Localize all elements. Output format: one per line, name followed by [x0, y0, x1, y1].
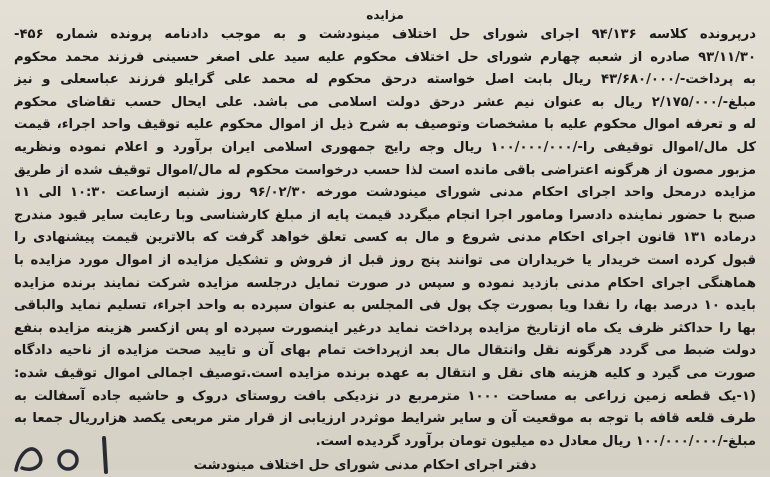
notice-line: مبلغ-/۱۰۰/۰۰۰/۰۰۰ ریال معادل ده میلیون تومان برآورد گردیده است.: [315, 433, 756, 449]
notice-line: درماده ۱۳۱ قانون اجرای احکام مدنی شروع و مال به کسی تعلق خواهد گرفت که بالاترین قیمت پیشنهادی را: [14, 230, 756, 246]
notice-title: مزایده: [366, 8, 404, 22]
notice-line: درپرونده کلاسه ۹۴/۱۳۶ اجرای شورای حل اختلاف مینودشت و به موجب دادنامه پرونده شماره ۴۵۶-: [14, 27, 756, 42]
notice-line: طرف قلعه قافه با توجه به موقعیت آن و سایر شرایط موثردر ارزیابی از قرار متر مربعی یکصد هزارریال جمعا به: [14, 411, 756, 427]
notice-line: صبح با حضور نماینده دادسرا ومامور اجرا انجام میگردد قیمت پایه از مبلغ کارشناسی وبا رعایت سایر قیود مندرج: [14, 207, 756, 223]
notice-line: کل مال/اموال توقیفی را-/۱۰۰/۰۰۰/۰۰۰ ریال وجه رایج جمهوری اسلامی ایران برآورد و اعلام نموده ونظریه: [14, 139, 756, 155]
notice-line: صورت می گیرد و کلیه هزینه های نقل و انتقال به عهده برنده مزایده است.توصیف اجمالی اموال توقیف شده:: [14, 365, 756, 381]
notice-line: مبلغ-/۲/۱۷۵/۰۰۰ ریال به عنوان نیم عشر درحق دولت اسلامی می باشد. علی ایحال حسب تقاضای محکوم: [14, 94, 756, 110]
notice-line: بایده ۱۰ درصد بها، را نقدا ویا بصورت چک پول فی المجلس به عنوان سپرده به واحد اجراء، تسلیم نماید والباقی: [14, 298, 756, 314]
notice-line: (۱-یک قطعه زمین زراعی به مساحت ۱۰۰۰ مترمربع در نزدیکی بافت روستای دروک و حاشیه جاده آسفالت به: [14, 388, 756, 404]
notice-line: ۹۳/۱۱/۳۰ صادره از شعبه چهارم شورای حل اختلاف محکوم علیه سید علی اصغر حسینی فرزند محمد محکوم: [14, 49, 756, 65]
notice-body: [14, 24, 756, 453]
notice-line: له و تعرفه اموال محکوم علیه با مشخصات وتوصیف به شرح ذیل از اموال محکوم علیه توقیف واحد اجراء، قیمت: [14, 117, 756, 133]
notice-line: مزبور مصون از هرگونه اعتراضی باقی مانده است لذا حسب درخواست محکوم له مال/اموال توقیف شده از طریق: [14, 162, 756, 178]
notice-line: دولت ضبط می گردد هرگونه نقل وانتقال مال بعد ازپرداخت تمام بهای آن و تایید صحت مزایده از ناحیه دادگاه: [14, 343, 756, 359]
notice-line: به پرداخت-/۴۳/۶۸۰/۰۰۰ ریال بابت اصل خواسته درحق محکوم له محمد علی گرایلو فرزند عباسعلی و نیز: [14, 72, 756, 88]
notice-line: بها را حداکثر ظرف یک ماه ازتاریخ مزایده پرداخت نماید درغیر اینصورت سپرده او پس ازکسر هزینه مزایده بنفع: [14, 320, 756, 336]
notice-signature: دفتر اجرای احکام مدنی شورای حل اختلاف مینودشت: [193, 458, 537, 474]
notice-line: هماهنگی اجرای احکام مدنی بازدید نموده و سپس در صورت تمایل درجلسه مزایده شرکت نمایند برنده مزایده: [14, 275, 756, 291]
notice-line: قبول کرده است خریدار یا خریداران می توانند پنج روز قبل از فروش و تشکیل مزایده از اموال مورد مزایده با: [14, 252, 756, 268]
notice-line: مزایده درمحل واحد اجرای احکام مدنی شورای مینودشت مورخه ۹۶/۰۲/۳۰ روز شنبه ازساعت ۱۰:۳۰ الی ۱۱: [14, 185, 756, 201]
handwritten-mark: [8, 430, 128, 476]
